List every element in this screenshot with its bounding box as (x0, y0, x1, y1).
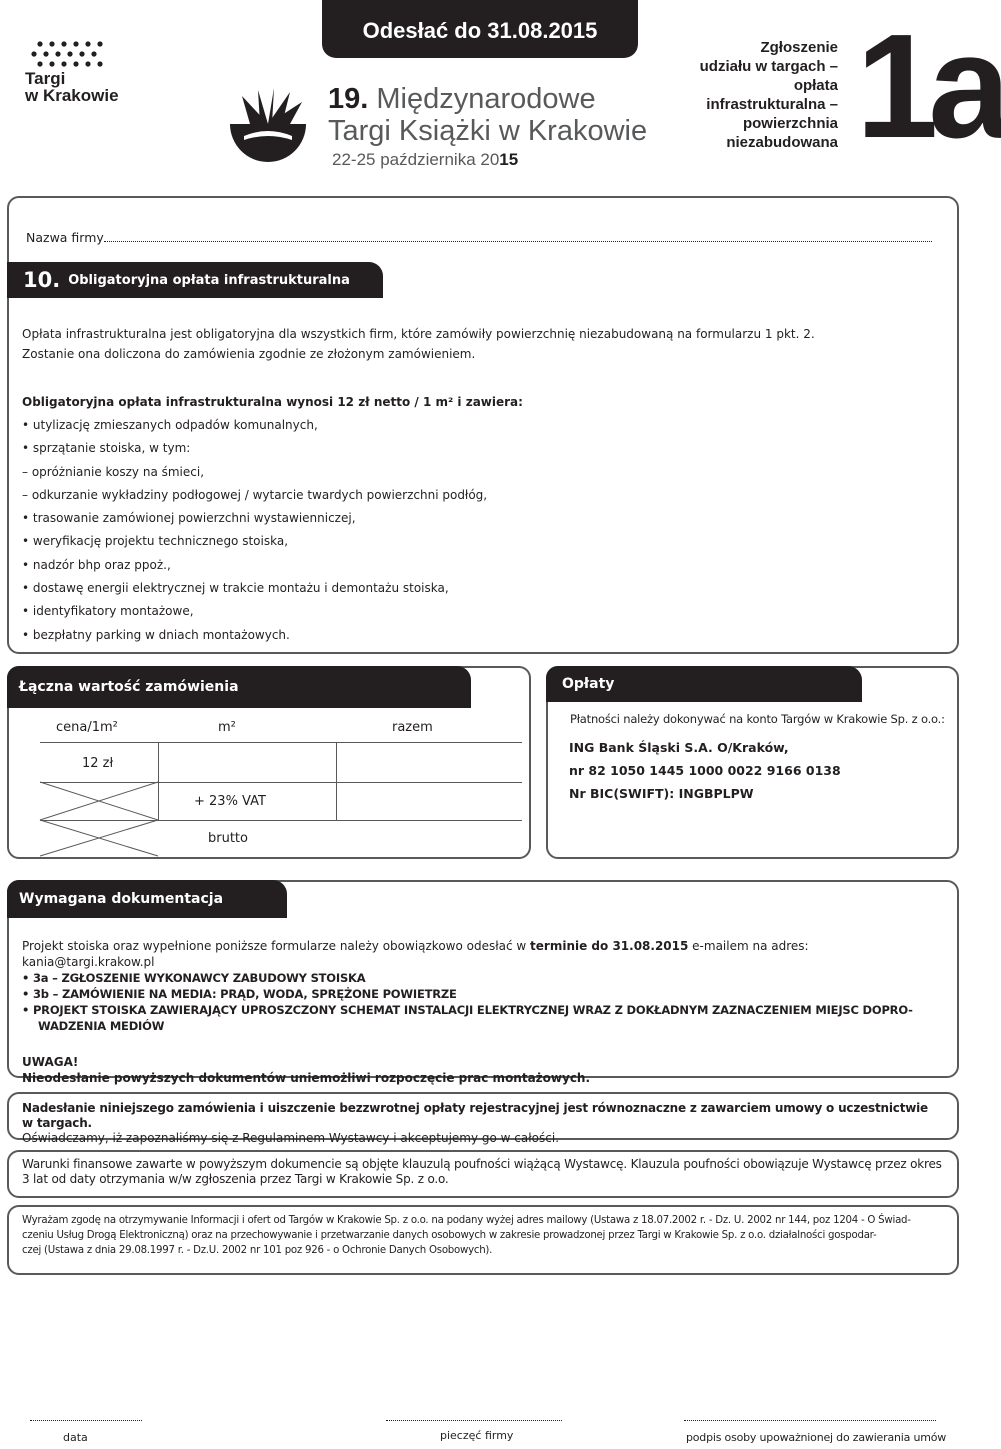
docs-tab: Wymagana dokumentacja (7, 880, 287, 918)
company-name-label: Nazwa firmy (26, 230, 104, 245)
list-item: • sprzątanie stoiska, w tym: (22, 441, 191, 456)
gross-label: brutto (208, 831, 248, 846)
targi-logo-dots-icon (34, 40, 106, 68)
fees-tab: Opłaty (546, 666, 862, 702)
crossed-cell-icon (40, 782, 158, 820)
list-item: • identyfikatory montażowe, (22, 604, 194, 619)
list-item: – opróżnianie koszy na śmieci, (22, 464, 205, 479)
fair-edition: 19. (328, 83, 369, 115)
fees-bank: ING Bank Śląski S.A. O/Kraków, nr 82 1050 1445 1000 0022 9166 0138 Nr BIC(SWIFT): INGBPLPW (569, 740, 841, 801)
order-table (40, 710, 522, 856)
list-item: • utylizację zmieszanych odpadów komunalnych, (22, 418, 318, 432)
agreement-text: Nadesłanie niniejszego zamówienia i uiszczenie bezzwrotnej opłaty rejestracyjnej jest równoznaczne z zawarciem umowy o uczestnictwie w targach. Oświadczamy, iż zapoznaliśmy się z Regulaminem Wystawcy i akceptujemy go w całości. (22, 1101, 928, 1145)
targi-logo-text: Targi w Krakowie (25, 69, 119, 105)
stamp-field[interactable] (386, 1420, 562, 1421)
section-10-intro: Opłata infrastrukturalna jest obligatoryjna dla wszystkich firm, które zamówiły powierzchnię niezabudowaną na formularzu 1 pkt. 2. Zostanie ona doliczona do zamówienia zgodnie ze złożonym zamówieniem. (22, 327, 815, 361)
date-field[interactable] (30, 1420, 142, 1421)
form-description: Zgłoszenie udziału w targach – opłata infrastrukturalna – powierzchnia niezabudowana (699, 39, 838, 151)
section-10-title: Obligatoryjna opłata infrastrukturalna (68, 272, 350, 288)
col-m2-header: m² (218, 720, 236, 735)
stamp-label: pieczęć firmy (440, 1429, 514, 1442)
section-10-number: 10. (23, 268, 61, 292)
col-total-header: razem (392, 720, 433, 735)
fees-payment-line: Płatności należy dokonywać na konto Targów w Krakowie Sp. z o.o.: (570, 712, 945, 726)
form-number: 1a (856, 4, 1001, 169)
list-item: • trasowanie zamówionej powierzchni wystawienniczej, (22, 511, 356, 526)
docs-content (22, 938, 942, 1086)
fee-heading: Obligatoryjna opłata infrastrukturalna wynosi 12 zł netto / 1 m² i zawiera: (22, 395, 523, 409)
docs-list (22, 970, 942, 1034)
company-name-field[interactable] (104, 241, 932, 242)
fair-dates: 22-25 października 2015 (332, 150, 519, 169)
date-label: data (63, 1431, 88, 1444)
book-fair-logo-icon (228, 88, 308, 168)
order-total-tab: Łączna wartość zamówienia (7, 666, 471, 708)
signature-label: podpis osoby upoważnionej do zawierania umów (686, 1431, 947, 1444)
list-item: • PROJEKT STOISKA ZAWIERAJĄCY UPROSZCZONY SCHEMAT INSTALACJI ELEKTRYCZNEJ WRAZ Z DOKŁADNYM ZAZNACZENIEM MIEJSC DOPRO- (22, 1003, 913, 1017)
docs-intro: Projekt stoiska oraz wypełnione poniższe formularze należy obowiązkowo odesłać w terminie do 31.08.2015 e-mailem na adres: kania@targi.krakow.pl (22, 939, 809, 969)
table-line (40, 742, 522, 743)
list-item: • weryfikację projektu technicznego stoiska, (22, 534, 289, 549)
list-item: WADZENIA MEDIÓW (38, 1019, 165, 1033)
vat-label: + 23% VAT (194, 794, 266, 809)
list-item: • nadzór bhp oraz ppoż., (22, 557, 171, 572)
docs-warning: UWAGA! Nieodesłanie powyższych dokumentów uniemożliwi rozpoczęcie prac montażowych. (22, 1055, 591, 1085)
fair-title: 19. Międzynarodowe Targi Książki w Krakowie (328, 83, 648, 147)
list-item: • 3b – ZAMÓWIENIE NA MEDIA: PRĄD, WODA, SPRĘŻONE POWIETRZE (22, 987, 457, 1001)
price-value: 12 zł (82, 756, 114, 771)
deadline-text: Odesłać do 31.08.2015 (362, 18, 598, 43)
crossed-cell-icon (40, 820, 158, 856)
list-item: • 3a – ZGŁOSZENIE WYKONAWCY ZABUDOWY STOISKA (22, 971, 366, 985)
fee-items-list (22, 414, 487, 647)
deadline-banner (322, 0, 638, 58)
list-item: • bezpłatny parking w dniach montażowych. (22, 627, 290, 642)
table-line (158, 742, 159, 820)
col-price-header: cena/1m² (56, 720, 118, 735)
list-item: – odkurzanie wykładziny podłogowej / wytarcie twardych powierzchni podłóg, (22, 487, 488, 502)
section-10-tab (7, 262, 383, 298)
list-item: • dostawę energii elektrycznej w trakcie montażu i demontażu stoiska, (22, 581, 449, 596)
table-line (336, 742, 337, 820)
confidentiality-text: Warunki finansowe zawarte w powyższym dokumencie są objęte klauzulą poufności wiążącą Wystawcę. Klauzula poufności obowiązuje Wystawcę przez okres 3 lat od daty otrzymania w/w zgłoszenia przez Targi w Krakowie Sp. z o.o. (22, 1157, 942, 1186)
signature-field[interactable] (684, 1420, 936, 1421)
consent-text: Wyrażam zgodę na otrzymywanie Informacji i ofert od Targów w Krakowie Sp. z o.o. na podany wyżej adres mailowy (Ustawa z 18.07.2002 r. - Dz. U. 2002 nr 144, poz 1204 - O Świad- czeniu Usług Drogą Elektroniczną) oraz na przechowywanie i przetwarzanie danych osobowych w zakresie prowadzonej przez Targi w Krakowie Sp. z o.o. działalności gospodar- czej (Ustawa z dnia 29.08.1997 r. - Dz.U. 2002 nr 101 poz 926 - o Ochronie Danych Osobowych). (22, 1215, 911, 1256)
